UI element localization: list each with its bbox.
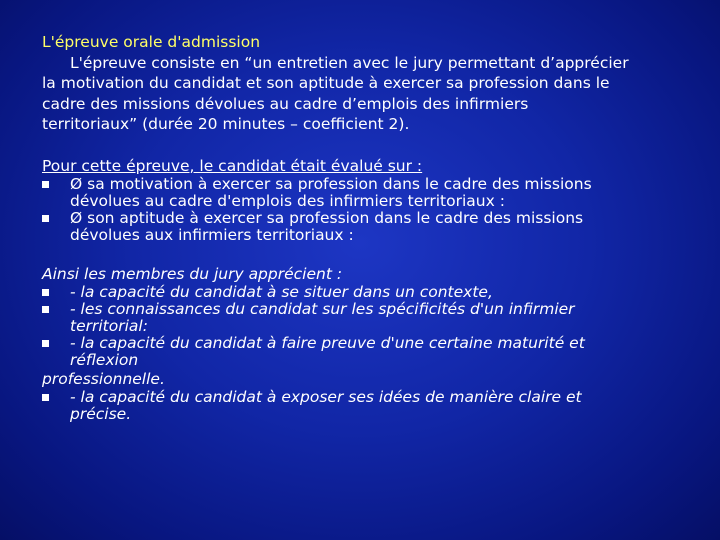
criteria-item-text: Ø son aptitude à exercer sa profession dans le cadre des missions: [70, 209, 584, 227]
jury-item-continuation: territorial:: [70, 317, 148, 335]
jury-item: [42, 389, 692, 406]
jury-item-text: - la capacité du candidat à exposer ses idées de manière claire et: [70, 388, 582, 406]
intro-line: L'épreuve consiste en “un entretien avec le jury permettant d’apprécier: [70, 53, 629, 72]
jury-item-text: - la capacité du candidat à se situer dans un contexte,: [70, 283, 493, 301]
jury-item-text: - les connaissances du candidat sur les spécificités d'un infirmier: [70, 300, 575, 318]
criteria-item-continuation: dévolues au cadre d'emplois des infirmiers territoriaux :: [70, 192, 505, 210]
jury-item: [42, 335, 692, 352]
intro-line: cadre des missions dévolues au cadre d’emplois des infirmiers: [42, 94, 529, 113]
criteria-item: [42, 210, 692, 227]
intro-line: territoriaux” (durée 20 minutes – coefficient 2).: [42, 115, 410, 133]
jury-heading: Ainsi les membres du jury apprécient :: [42, 265, 343, 283]
criteria-item-text: Ø sa motivation à exercer sa profession dans le cadre des missions: [70, 175, 592, 193]
jury-item-continuation: réflexion: [70, 351, 139, 369]
jury-item: [42, 301, 692, 318]
jury-section: [42, 264, 692, 423]
square-bullet-icon: [42, 394, 49, 401]
jury-item-text: - la capacité du candidat à faire preuve d'une certaine maturité et: [70, 334, 585, 352]
slide-content: [42, 32, 692, 443]
criteria-item: [42, 176, 692, 193]
jury-item: [42, 284, 692, 301]
criteria-section: [42, 156, 692, 245]
jury-item-continuation: professionnelle.: [42, 370, 165, 388]
square-bullet-icon: [42, 289, 49, 296]
square-bullet-icon: [42, 340, 49, 347]
slide-title: L'épreuve orale d'admission: [42, 33, 261, 51]
criteria-item-continuation: dévolues aux infirmiers territoriaux :: [70, 226, 354, 244]
jury-item-continuation: précise.: [70, 405, 132, 423]
intro-line: la motivation du candidat et son aptitude à exercer sa profession dans le: [42, 74, 610, 92]
square-bullet-icon: [42, 215, 49, 222]
criteria-heading: Pour cette épreuve, le candidat était évalué sur :: [42, 156, 423, 175]
intro-paragraph: [42, 53, 692, 135]
square-bullet-icon: [42, 306, 49, 313]
square-bullet-icon: [42, 181, 49, 188]
